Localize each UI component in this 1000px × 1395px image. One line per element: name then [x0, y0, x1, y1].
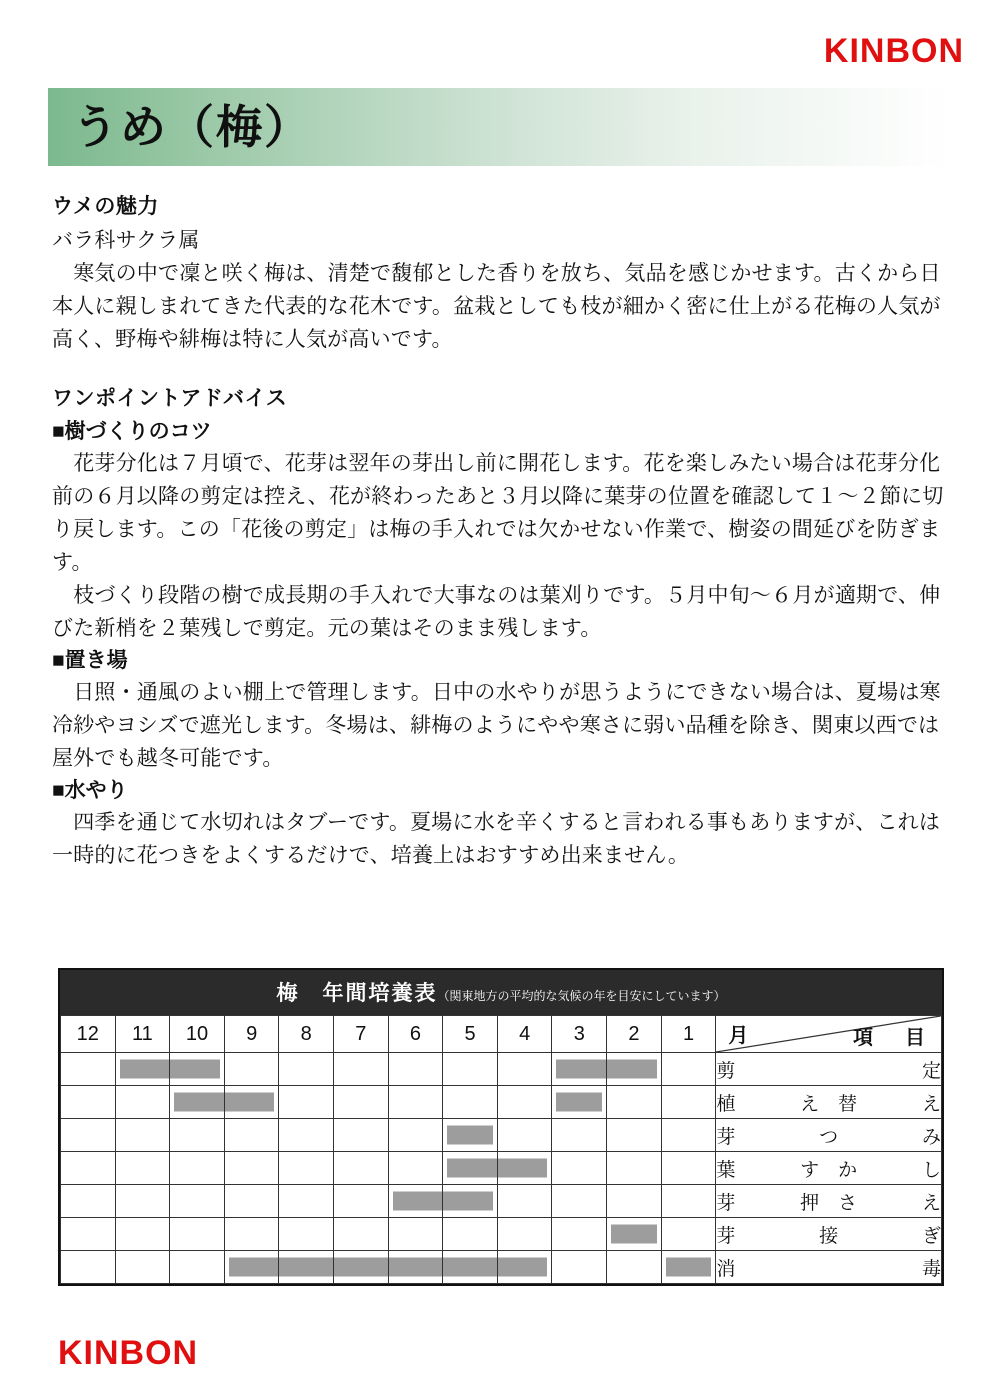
care-bar — [120, 1060, 170, 1079]
month-header-7: 7 — [334, 1016, 389, 1053]
advice-paragraph-1: 花芽分化は７月頃で、花芽は翌年の芽出し前に開花します。花を楽しみたい場合は花芽分化前の６月以降の剪定は控え、花が終わったあと３月以降に葉芽の位置を確認して１〜２節に切り戻します。この「花後の剪定」は梅の手入れでは欠かせない作業で、樹姿の間延びを防ぎます。 — [52, 452, 944, 574]
section-heading-charm: ウメの魅力 — [52, 195, 159, 218]
care-cell — [607, 1119, 662, 1152]
watering-paragraph: 四季を通じて水切れはタブーです。夏場に水を辛くすると言われる事もありますが、これは一時的に花つきをよくするだけで、培養上はおすすめ出来ません。 — [52, 811, 941, 867]
label-part: 葉 — [716, 1159, 736, 1181]
care-cell — [607, 1251, 662, 1284]
care-bar — [174, 1093, 224, 1112]
care-cell — [279, 1218, 334, 1251]
care-cell — [607, 1218, 662, 1251]
care-item-label — [716, 1119, 942, 1152]
care-cell — [61, 1185, 116, 1218]
care-bar — [447, 1159, 497, 1178]
care-cell — [607, 1185, 662, 1218]
care-cell — [661, 1086, 716, 1119]
care-cell — [224, 1185, 279, 1218]
table-row — [61, 1053, 942, 1086]
care-cell — [170, 1152, 225, 1185]
care-cell — [388, 1185, 443, 1218]
label-part: み — [921, 1126, 941, 1148]
care-cell — [388, 1086, 443, 1119]
care-cell — [279, 1053, 334, 1086]
care-bar — [334, 1258, 388, 1277]
care-cell — [497, 1119, 552, 1152]
section-heading-advice: ワンポイントアドバイス — [52, 387, 288, 410]
subheading-placement: ■置き場 — [52, 649, 128, 672]
care-item-label — [716, 1152, 942, 1185]
care-item-label — [716, 1218, 942, 1251]
care-cell — [61, 1119, 116, 1152]
care-cell — [279, 1251, 334, 1284]
care-cell — [388, 1152, 443, 1185]
care-cell — [279, 1119, 334, 1152]
care-cell — [497, 1086, 552, 1119]
month-header-1: 1 — [661, 1016, 716, 1053]
label-part: つ — [819, 1126, 839, 1148]
care-cell — [443, 1185, 498, 1218]
care-cell — [115, 1152, 170, 1185]
page-title: うめ（梅） — [72, 101, 312, 153]
care-cell — [334, 1152, 389, 1185]
label-part: え — [921, 1192, 941, 1214]
table-title-text: 梅 年間培養表 — [276, 982, 438, 1005]
month-header-11: 11 — [115, 1016, 170, 1053]
care-cell — [607, 1152, 662, 1185]
care-cell — [661, 1053, 716, 1086]
care-bar — [443, 1258, 497, 1277]
care-cell — [443, 1152, 498, 1185]
label-part: 芽 — [716, 1192, 736, 1214]
table-row — [61, 1185, 942, 1218]
care-cell — [61, 1053, 116, 1086]
care-cell — [497, 1053, 552, 1086]
care-cell — [607, 1086, 662, 1119]
table-row — [61, 1152, 942, 1185]
family-line: バラ科サクラ属 — [52, 229, 200, 252]
care-cell — [170, 1185, 225, 1218]
care-item-label — [716, 1251, 942, 1284]
care-cell — [334, 1251, 389, 1284]
care-cell — [115, 1086, 170, 1119]
care-cell — [334, 1119, 389, 1152]
care-bar — [556, 1093, 602, 1112]
label-part: 植 — [716, 1093, 736, 1115]
care-bar — [607, 1060, 657, 1079]
label-part: 定 — [921, 1060, 941, 1082]
label-part: 消 — [716, 1258, 736, 1280]
care-bar — [229, 1258, 279, 1277]
table-row — [61, 1086, 942, 1119]
charm-paragraph: 寒気の中で凜と咲く梅は、清楚で馥郁とした香りを放ち、気品を感じかせます。古くから日本人に親しまれてきた代表的な花木です。盆栽としても枝が細かく密に仕上がる花梅の人気が高く、野梅や緋梅は特に人気が高いです。 — [52, 262, 941, 351]
label-part: す か — [800, 1159, 858, 1181]
care-bar — [225, 1093, 275, 1112]
care-cell — [552, 1185, 607, 1218]
care-cell — [334, 1185, 389, 1218]
care-cell — [443, 1251, 498, 1284]
care-cell — [61, 1218, 116, 1251]
label-part: し — [921, 1159, 941, 1181]
corner-item-label: 項 目 — [853, 1027, 931, 1049]
care-bar — [443, 1192, 493, 1211]
care-cell — [388, 1251, 443, 1284]
care-calendar — [60, 1015, 942, 1284]
care-cell — [170, 1251, 225, 1284]
care-bar — [170, 1060, 220, 1079]
brand-logo-top: KINBON — [823, 32, 964, 70]
table-corner-header — [716, 1016, 942, 1053]
care-cell — [279, 1185, 334, 1218]
table-row — [61, 1218, 942, 1251]
care-cell — [552, 1152, 607, 1185]
care-cell — [61, 1251, 116, 1284]
care-cell — [661, 1185, 716, 1218]
care-cell — [661, 1251, 716, 1284]
care-cell — [224, 1086, 279, 1119]
care-cell — [552, 1218, 607, 1251]
table-row — [61, 1119, 942, 1152]
care-cell — [115, 1251, 170, 1284]
label-part: 剪 — [716, 1060, 736, 1082]
care-bar — [666, 1258, 712, 1277]
subheading-watering: ■水やり — [52, 779, 128, 802]
placement-paragraph: 日照・通風のよい棚上で管理します。日中の水やりが思うようにできない場合は、夏場は寒冷紗やヨシズで遮光します。冬場は、緋梅のようにやや寒さに弱い品種を除き、関東以西では屋外でも越冬可能です。 — [52, 681, 941, 770]
care-bar — [279, 1258, 333, 1277]
care-cell — [497, 1218, 552, 1251]
annual-care-table — [58, 968, 944, 1286]
care-bar — [611, 1225, 657, 1244]
care-item-label — [716, 1053, 942, 1086]
care-bar — [389, 1258, 443, 1277]
care-bar — [556, 1060, 606, 1079]
care-cell — [607, 1053, 662, 1086]
table-header-row — [61, 1016, 942, 1053]
care-cell — [443, 1218, 498, 1251]
care-cell — [61, 1086, 116, 1119]
label-part: え 替 — [800, 1093, 858, 1115]
label-part: 芽 — [716, 1225, 736, 1247]
care-cell — [224, 1119, 279, 1152]
care-cell — [115, 1218, 170, 1251]
care-cell — [443, 1119, 498, 1152]
brand-logo-bottom: KINBON — [58, 1334, 199, 1372]
care-bar — [498, 1159, 548, 1178]
care-cell — [552, 1053, 607, 1086]
label-part: 芽 — [716, 1126, 736, 1148]
month-header-10: 10 — [170, 1016, 225, 1053]
month-header-8: 8 — [279, 1016, 334, 1053]
care-cell — [497, 1152, 552, 1185]
care-cell — [443, 1086, 498, 1119]
care-cell — [497, 1251, 552, 1284]
care-cell — [388, 1053, 443, 1086]
care-cell — [443, 1053, 498, 1086]
care-cell — [224, 1218, 279, 1251]
care-cell — [661, 1218, 716, 1251]
care-cell — [388, 1218, 443, 1251]
month-header-4: 4 — [497, 1016, 552, 1053]
care-cell — [224, 1251, 279, 1284]
care-cell — [224, 1152, 279, 1185]
advice-paragraph-2: 枝づくり段階の樹で成長期の手入れで大事なのは葉刈りです。５月中旬〜６月が適期で、伸びた新梢を２葉残しで剪定。元の葉はそのまま残します。 — [52, 584, 941, 640]
care-cell — [115, 1053, 170, 1086]
month-header-6: 6 — [388, 1016, 443, 1053]
care-cell — [170, 1053, 225, 1086]
care-cell — [388, 1119, 443, 1152]
label-part: え — [921, 1093, 941, 1115]
month-header-3: 3 — [552, 1016, 607, 1053]
care-cell — [279, 1086, 334, 1119]
month-header-5: 5 — [443, 1016, 498, 1053]
month-header-9: 9 — [224, 1016, 279, 1053]
care-bar — [393, 1192, 443, 1211]
care-cell — [279, 1152, 334, 1185]
label-part: 接 — [819, 1225, 839, 1247]
care-cell — [552, 1251, 607, 1284]
article-body — [52, 190, 952, 872]
care-cell — [497, 1185, 552, 1218]
care-item-label — [716, 1185, 942, 1218]
table-title — [60, 970, 942, 1015]
label-part: 押 さ — [800, 1192, 858, 1214]
care-cell — [170, 1086, 225, 1119]
label-part: ぎ — [921, 1225, 941, 1247]
care-cell — [115, 1119, 170, 1152]
corner-month-label: 月 — [728, 1025, 749, 1047]
care-cell — [334, 1053, 389, 1086]
care-cell — [224, 1053, 279, 1086]
care-bar — [447, 1126, 493, 1145]
care-cell — [552, 1119, 607, 1152]
care-cell — [61, 1152, 116, 1185]
label-part: 毒 — [921, 1258, 941, 1280]
month-header-12: 12 — [61, 1016, 116, 1053]
care-cell — [552, 1086, 607, 1119]
table-row — [61, 1251, 942, 1284]
care-item-label — [716, 1086, 942, 1119]
care-cell — [661, 1119, 716, 1152]
month-header-2: 2 — [607, 1016, 662, 1053]
care-bar — [498, 1258, 548, 1277]
subheading-tree-making: ■樹づくりのコツ — [52, 420, 212, 443]
care-cell — [115, 1185, 170, 1218]
care-cell — [170, 1119, 225, 1152]
table-title-note: （関東地方の平均的な気候の年を目安にしています） — [437, 989, 726, 1003]
care-cell — [334, 1218, 389, 1251]
care-cell — [661, 1152, 716, 1185]
care-cell — [170, 1218, 225, 1251]
care-cell — [334, 1086, 389, 1119]
